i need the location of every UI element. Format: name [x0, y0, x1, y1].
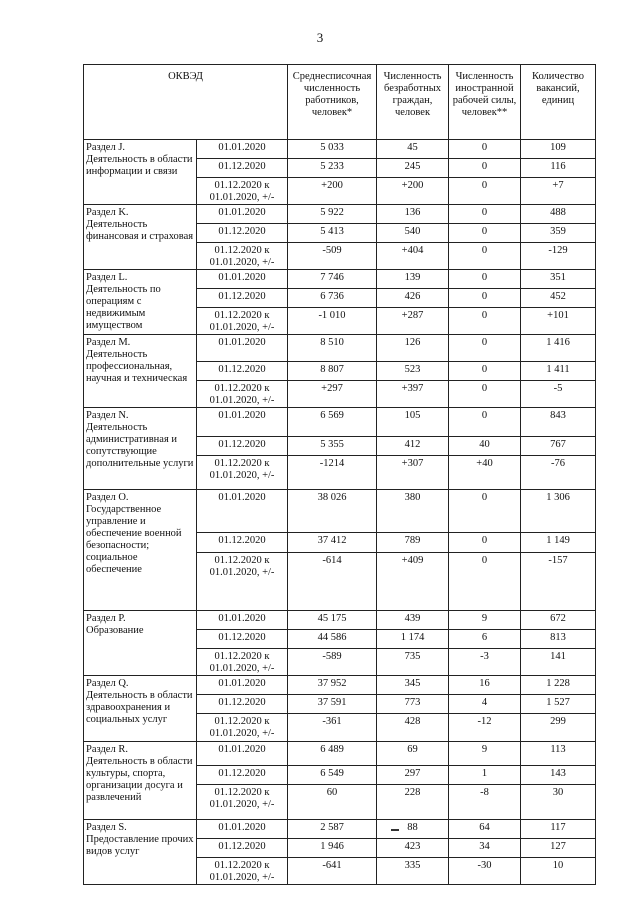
row-date: 01.01.2020: [197, 676, 288, 695]
page-number: 3: [316, 30, 324, 45]
vacancies-value: 672: [521, 611, 596, 630]
vacancies-value: 10: [521, 858, 596, 885]
unemployed-value: 426: [377, 289, 449, 308]
avg-employees-value: 6 569: [288, 408, 377, 437]
row-date: 01.12.2020 к 01.01.2020, +/-: [197, 381, 288, 408]
unemployed-value: 773: [377, 695, 449, 714]
avg-employees-value: 1 946: [288, 839, 377, 858]
section-name: Раздел P. Образование: [84, 611, 197, 676]
row-date: 01.12.2020 к 01.01.2020, +/-: [197, 858, 288, 885]
unemployed-value: 380: [377, 490, 449, 533]
row-date: 01.01.2020: [197, 335, 288, 362]
unemployed-value: +307: [377, 456, 449, 490]
row-date: 01.01.2020: [197, 742, 288, 766]
unemployed-value: 105: [377, 408, 449, 437]
table-row: [84, 820, 596, 839]
row-date: 01.01.2020: [197, 611, 288, 630]
foreign-workers-value: 0: [449, 553, 521, 611]
unemployed-value: 1 174: [377, 630, 449, 649]
unemployed-value: 735: [377, 649, 449, 676]
vacancies-value: 767: [521, 437, 596, 456]
foreign-workers-value: -12: [449, 714, 521, 742]
unemployed-value: 412: [377, 437, 449, 456]
row-date: 01.12.2020: [197, 437, 288, 456]
avg-employees-value: 7 746: [288, 270, 377, 289]
avg-employees-value: 5 355: [288, 437, 377, 456]
row-date: 01.12.2020 к 01.01.2020, +/-: [197, 714, 288, 742]
foreign-workers-value: 6: [449, 630, 521, 649]
unemployed-value: 88: [377, 820, 449, 839]
unemployed-value: 523: [377, 362, 449, 381]
header-avg-employees: Среднесписочная численность работников, человек*: [288, 65, 377, 140]
vacancies-value: 843: [521, 408, 596, 437]
row-date: 01.12.2020: [197, 766, 288, 785]
employment-table: [83, 64, 596, 885]
avg-employees-value: 44 586: [288, 630, 377, 649]
row-date: 01.12.2020 к 01.01.2020, +/-: [197, 649, 288, 676]
vacancies-value: 1 149: [521, 533, 596, 553]
vacancies-value: -76: [521, 456, 596, 490]
avg-employees-value: 8 510: [288, 335, 377, 362]
row-date: 01.12.2020: [197, 630, 288, 649]
footer-mark: [391, 829, 399, 831]
section-name: Раздел N. Деятельность административная и сопутствующие дополнительные услуги: [84, 408, 197, 490]
unemployed-value: +200: [377, 178, 449, 205]
row-date: 01.01.2020: [197, 205, 288, 224]
table-row: [84, 140, 596, 159]
vacancies-value: -5: [521, 381, 596, 408]
foreign-workers-value: 0: [449, 224, 521, 243]
vacancies-value: 1 416: [521, 335, 596, 362]
unemployed-value: +404: [377, 243, 449, 270]
avg-employees-value: -589: [288, 649, 377, 676]
avg-employees-value: -641: [288, 858, 377, 885]
vacancies-value: 1 306: [521, 490, 596, 533]
avg-employees-value: 37 952: [288, 676, 377, 695]
vacancies-value: 143: [521, 766, 596, 785]
avg-employees-value: 6 736: [288, 289, 377, 308]
unemployed-value: 345: [377, 676, 449, 695]
foreign-workers-value: 40: [449, 437, 521, 456]
header-vacancies: Количество вакансий, единиц: [521, 65, 596, 140]
unemployed-value: +409: [377, 553, 449, 611]
foreign-workers-value: 4: [449, 695, 521, 714]
unemployed-value: 297: [377, 766, 449, 785]
foreign-workers-value: 0: [449, 408, 521, 437]
avg-employees-value: 38 026: [288, 490, 377, 533]
unemployed-value: 423: [377, 839, 449, 858]
avg-employees-value: -509: [288, 243, 377, 270]
vacancies-value: -157: [521, 553, 596, 611]
vacancies-value: 1 228: [521, 676, 596, 695]
vacancies-value: +7: [521, 178, 596, 205]
row-date: 01.01.2020: [197, 490, 288, 533]
avg-employees-value: 5 922: [288, 205, 377, 224]
foreign-workers-value: -30: [449, 858, 521, 885]
avg-employees-value: +200: [288, 178, 377, 205]
unemployed-value: 228: [377, 785, 449, 820]
vacancies-value: 452: [521, 289, 596, 308]
avg-employees-value: 37 591: [288, 695, 377, 714]
foreign-workers-value: 0: [449, 308, 521, 335]
vacancies-value: 299: [521, 714, 596, 742]
avg-employees-value: 8 807: [288, 362, 377, 381]
section-name: Раздел J. Деятельность в области информации и связи: [84, 140, 197, 205]
unemployed-value: 789: [377, 533, 449, 553]
row-date: 01.01.2020: [197, 820, 288, 839]
vacancies-value: -129: [521, 243, 596, 270]
vacancies-value: 1 411: [521, 362, 596, 381]
section-name: Раздел R. Деятельность в области культуры, спорта, организации досуга и развлечений: [84, 742, 197, 820]
row-date: 01.01.2020: [197, 270, 288, 289]
table-row: [84, 490, 596, 533]
unemployed-value: 439: [377, 611, 449, 630]
unemployed-value: +397: [377, 381, 449, 408]
avg-employees-value: -361: [288, 714, 377, 742]
foreign-workers-value: 9: [449, 742, 521, 766]
section-name: Раздел S. Предоставление прочих видов услуг: [84, 820, 197, 885]
vacancies-value: 30: [521, 785, 596, 820]
row-date: 01.12.2020: [197, 289, 288, 308]
header-foreign-workers: Численность иностранной рабочей силы, человек**: [449, 65, 521, 140]
foreign-workers-value: 0: [449, 381, 521, 408]
foreign-workers-value: 0: [449, 289, 521, 308]
unemployed-value: 126: [377, 335, 449, 362]
foreign-workers-value: 0: [449, 205, 521, 224]
unemployed-value: 45: [377, 140, 449, 159]
table-row: [84, 676, 596, 695]
foreign-workers-value: 0: [449, 159, 521, 178]
foreign-workers-value: 0: [449, 270, 521, 289]
foreign-workers-value: -8: [449, 785, 521, 820]
unemployed-value: 139: [377, 270, 449, 289]
foreign-workers-value: 0: [449, 243, 521, 270]
avg-employees-value: -1214: [288, 456, 377, 490]
section-name: Раздел Q. Деятельность в области здравоохранения и социальных услуг: [84, 676, 197, 742]
foreign-workers-value: 0: [449, 490, 521, 533]
avg-employees-value: +297: [288, 381, 377, 408]
unemployed-value: 540: [377, 224, 449, 243]
header-unemployed: Численность безработных граждан, человек: [377, 65, 449, 140]
avg-employees-value: 45 175: [288, 611, 377, 630]
foreign-workers-value: -3: [449, 649, 521, 676]
section-name: Раздел M. Деятельность профессиональная, научная и техническая: [84, 335, 197, 408]
foreign-workers-value: 0: [449, 362, 521, 381]
row-date: 01.12.2020 к 01.01.2020, +/-: [197, 178, 288, 205]
row-date: 01.12.2020: [197, 533, 288, 553]
unemployed-value: 245: [377, 159, 449, 178]
unemployed-value: 69: [377, 742, 449, 766]
table-row: [84, 408, 596, 437]
vacancies-value: 813: [521, 630, 596, 649]
foreign-workers-value: +40: [449, 456, 521, 490]
vacancies-value: +101: [521, 308, 596, 335]
row-date: 01.01.2020: [197, 140, 288, 159]
unemployed-value: +287: [377, 308, 449, 335]
row-date: 01.12.2020 к 01.01.2020, +/-: [197, 785, 288, 820]
foreign-workers-value: 34: [449, 839, 521, 858]
row-date: 01.01.2020: [197, 408, 288, 437]
section-name: Раздел O. Государственное управление и обеспечение военной безопасности; социальное обеспечение: [84, 490, 197, 611]
foreign-workers-value: 1: [449, 766, 521, 785]
vacancies-value: 127: [521, 839, 596, 858]
foreign-workers-value: 0: [449, 178, 521, 205]
vacancies-value: 141: [521, 649, 596, 676]
unemployed-value: 136: [377, 205, 449, 224]
avg-employees-value: -1 010: [288, 308, 377, 335]
foreign-workers-value: 0: [449, 140, 521, 159]
avg-employees-value: 37 412: [288, 533, 377, 553]
section-name: Раздел K. Деятельность финансовая и страховая: [84, 205, 197, 270]
section-name: Раздел L. Деятельность по операциям с недвижимым имуществом: [84, 270, 197, 335]
vacancies-value: 113: [521, 742, 596, 766]
row-date: 01.12.2020 к 01.01.2020, +/-: [197, 243, 288, 270]
row-date: 01.12.2020: [197, 695, 288, 714]
row-date: 01.12.2020 к 01.01.2020, +/-: [197, 456, 288, 490]
vacancies-value: 351: [521, 270, 596, 289]
avg-employees-value: 2 587: [288, 820, 377, 839]
unemployed-value: 428: [377, 714, 449, 742]
avg-employees-value: 5 033: [288, 140, 377, 159]
row-date: 01.12.2020: [197, 839, 288, 858]
vacancies-value: 1 527: [521, 695, 596, 714]
table-row: [84, 205, 596, 224]
vacancies-value: 117: [521, 820, 596, 839]
foreign-workers-value: 16: [449, 676, 521, 695]
table-row: [84, 335, 596, 362]
table-header-row: [84, 65, 596, 140]
row-date: 01.12.2020: [197, 362, 288, 381]
avg-employees-value: 6 549: [288, 766, 377, 785]
row-date: 01.12.2020: [197, 224, 288, 243]
row-date: 01.12.2020 к 01.01.2020, +/-: [197, 553, 288, 611]
avg-employees-value: 5 413: [288, 224, 377, 243]
avg-employees-value: -614: [288, 553, 377, 611]
table-body: [84, 140, 596, 885]
vacancies-value: 488: [521, 205, 596, 224]
vacancies-value: 116: [521, 159, 596, 178]
avg-employees-value: 5 233: [288, 159, 377, 178]
avg-employees-value: 6 489: [288, 742, 377, 766]
foreign-workers-value: 0: [449, 533, 521, 553]
vacancies-value: 359: [521, 224, 596, 243]
foreign-workers-value: 64: [449, 820, 521, 839]
row-date: 01.12.2020: [197, 159, 288, 178]
table-row: [84, 270, 596, 289]
unemployed-value: 335: [377, 858, 449, 885]
vacancies-value: 109: [521, 140, 596, 159]
avg-employees-value: 60: [288, 785, 377, 820]
foreign-workers-value: 0: [449, 335, 521, 362]
header-okved: ОКВЭД: [84, 65, 288, 140]
table-row: [84, 742, 596, 766]
row-date: 01.12.2020 к 01.01.2020, +/-: [197, 308, 288, 335]
table-row: [84, 611, 596, 630]
foreign-workers-value: 9: [449, 611, 521, 630]
